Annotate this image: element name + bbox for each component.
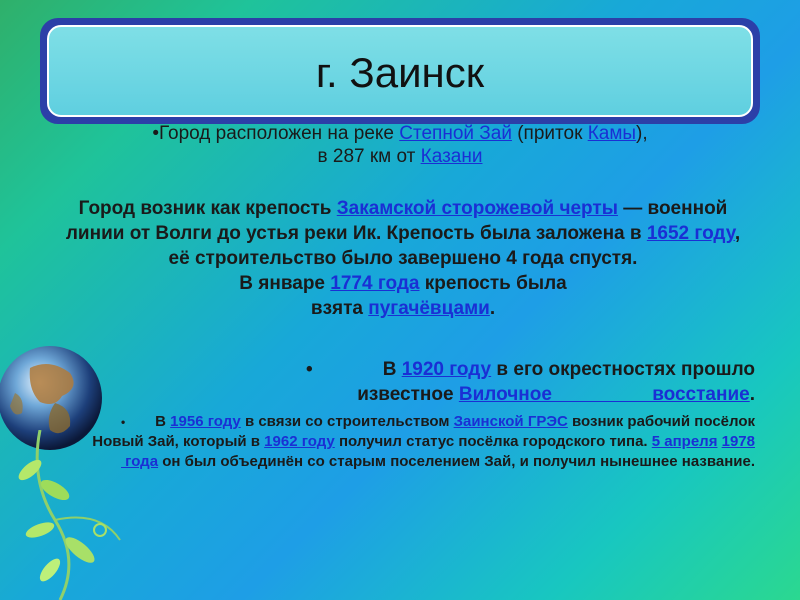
bullet-text: получил статус посёлка городского типа. — [334, 433, 652, 450]
link-zakamskaya-cherta[interactable]: Закамской сторожевой черты — [336, 198, 618, 219]
history-text: — военной линии от Волги до устья реки Ик. Крепость была заложена в — [65, 198, 728, 244]
link-1920[interactable]: 1920 году — [401, 359, 492, 380]
bullet-text: известное — [357, 384, 459, 405]
link-1978[interactable]: 1978 — [721, 433, 755, 450]
history-text: . — [489, 298, 496, 319]
bullet-text: В — [382, 359, 402, 380]
bullet-1956 — [80, 412, 755, 472]
link-pugachevtsy[interactable]: пугачёвцами — [368, 298, 490, 319]
link-vilochnoe-vosstanie[interactable]: Вилочное восстание — [458, 384, 750, 405]
link-1774[interactable]: 1774 года — [330, 273, 420, 294]
history-text: , её строительство было завершено 4 года спустя. — [168, 223, 741, 269]
bullet-mark: • — [120, 415, 126, 429]
bullet-text: он был объединён со старым поселением Зай, и получил нынешнее название. — [158, 453, 755, 470]
bullet-text: возник рабочий посёлок Новый Зай, который в — [92, 413, 755, 450]
bullet-text: . — [749, 384, 755, 405]
bullet-1920 — [140, 357, 755, 407]
page-title: г. Заинск — [315, 49, 485, 96]
link-zainskaya-gres[interactable]: Заинской ГРЭС — [453, 413, 568, 430]
history-paragraph — [58, 196, 748, 321]
link-stepnoy-zay[interactable]: Степной Зай — [399, 123, 512, 144]
link-kama[interactable]: Камы — [587, 123, 637, 144]
bullet-text: в связи со строительством — [240, 413, 454, 430]
intro-paragraph — [50, 122, 750, 168]
link-1956[interactable]: 1956 году — [170, 413, 241, 430]
title-box — [40, 18, 760, 124]
bullet-text: в его окрестностях прошло — [491, 359, 755, 380]
link-1652[interactable]: 1652 году — [646, 223, 735, 244]
intro-text: (приток — [511, 123, 588, 144]
history-text: Город возник как крепость — [78, 198, 337, 219]
link-1962[interactable]: 1962 году — [264, 433, 335, 450]
bullet-mark: • — [306, 359, 313, 380]
title-inner — [47, 25, 753, 117]
intro-text: в 287 км от — [317, 146, 421, 167]
intro-text: •Город расположен на реке — [152, 123, 400, 144]
link-kazan[interactable]: Казани — [420, 146, 483, 167]
link-5-april[interactable]: 5 апреля — [651, 433, 718, 450]
link-goda[interactable]: года — [121, 453, 159, 470]
bullet-text: В — [155, 413, 171, 430]
history-text: взята — [310, 298, 369, 319]
intro-text: ), — [636, 123, 648, 144]
history-text: крепость была — [419, 273, 567, 294]
vine-decoration — [0, 430, 140, 600]
history-text: В январе — [239, 273, 331, 294]
